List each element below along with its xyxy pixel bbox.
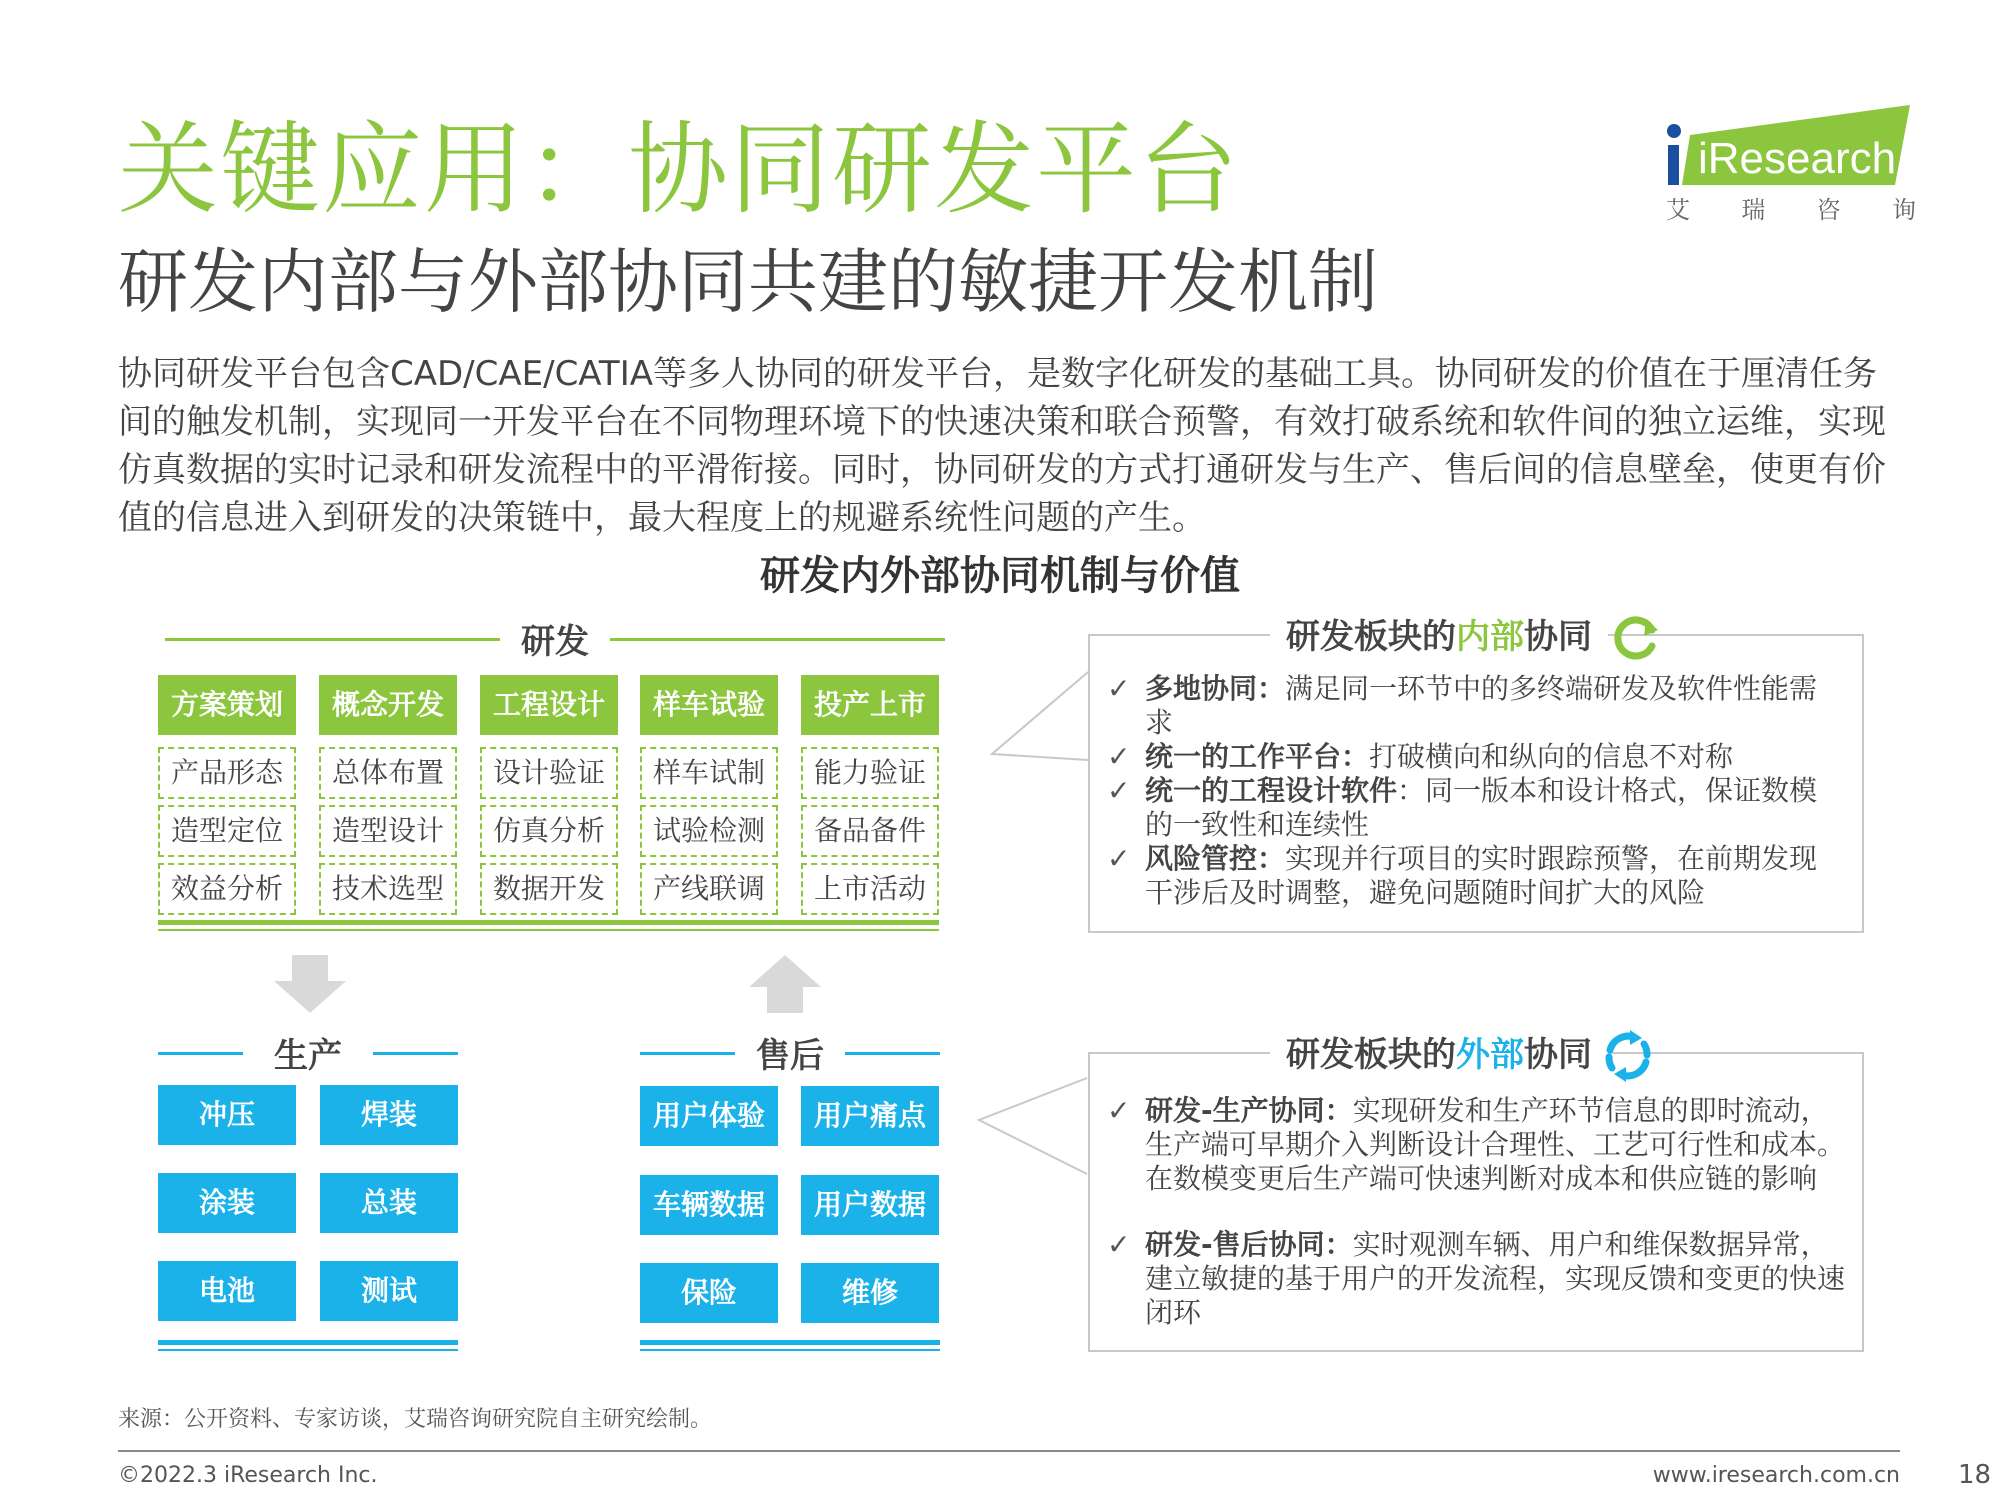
page-subtitle: 研发内部与外部协同共建的敏捷开发机制	[118, 241, 1378, 323]
production-item: 冲压	[158, 1085, 296, 1145]
internal-bullet	[1107, 672, 1825, 740]
production-item: 电池	[158, 1261, 296, 1321]
refresh-icon	[1612, 614, 1660, 662]
rd-section-label: 研发	[521, 622, 589, 662]
arrow-down-icon	[270, 955, 350, 1015]
stage-header: 样车试验	[640, 675, 778, 735]
stage-header: 概念开发	[319, 675, 457, 735]
internal-callout-pointer	[990, 670, 1100, 770]
internal-bullet	[1107, 842, 1825, 910]
rd-bottom-bar	[158, 920, 939, 925]
logo-chinese-name	[1666, 190, 1916, 225]
stage-item: 产品形态	[158, 747, 296, 799]
aftersales-bottom-bar	[640, 1340, 940, 1345]
bullet-text: ：同一版本和设计格式，保证数模的一致性和连续性	[1145, 774, 1818, 841]
stage-item: 试验检测	[640, 805, 778, 857]
logo-cn-char: 咨	[1816, 196, 1841, 224]
bullet-heading: 统一的工程设计软件	[1145, 774, 1398, 807]
aftersales-item: 车辆数据	[640, 1175, 778, 1235]
title-suffix: 协同	[1524, 617, 1592, 657]
bullet-heading: 统一的工作平台：	[1145, 740, 1370, 773]
external-callout-pointer	[975, 1070, 1100, 1180]
title-prefix: 研发板块的	[1286, 617, 1456, 657]
stage-item: 设计验证	[480, 747, 618, 799]
internal-bullet	[1107, 774, 1825, 842]
internal-bullet	[1107, 740, 1825, 774]
stage-item: 样车试制	[640, 747, 778, 799]
bullet-text: 实时观测车辆、用户和维保数据异常，建立敏捷的基于用户的开发流程，实现反馈和变更的快速闭环	[1145, 1228, 1846, 1329]
aftersales-item: 用户痛点	[801, 1086, 939, 1146]
logo-dot	[1667, 124, 1681, 138]
logo-cn-char: 艾	[1666, 196, 1690, 224]
stage-column	[640, 675, 778, 905]
stage-header: 工程设计	[480, 675, 618, 735]
logo-cn-char: 瑞	[1741, 196, 1766, 224]
bullet-heading: 研发-生产协同：	[1145, 1094, 1353, 1127]
production-section-label: 生产	[274, 1036, 342, 1076]
rd-line-right	[610, 638, 945, 641]
production-bottom-thin-bar	[158, 1349, 458, 1351]
aftersales-item: 保险	[640, 1263, 778, 1323]
checkmark-icon: ✓	[1107, 842, 1131, 875]
logo-i-stem	[1668, 145, 1679, 185]
bullet-heading: 研发-售后协同：	[1145, 1228, 1353, 1261]
diagram-title: 研发内外部协同机制与价值	[760, 553, 1240, 599]
aftersales-line-left	[640, 1052, 735, 1055]
production-bottom-bar	[158, 1340, 458, 1345]
stage-item: 产线联调	[640, 863, 778, 915]
production-line-right	[373, 1052, 458, 1055]
rd-bottom-thin-bar	[158, 929, 939, 931]
aftersales-item: 维修	[801, 1263, 939, 1323]
external-bullet	[1107, 1094, 1846, 1196]
production-item: 总装	[320, 1173, 458, 1233]
stage-column	[801, 675, 939, 905]
logo-cn-char: 询	[1891, 196, 1916, 224]
aftersales-section-label: 售后	[756, 1036, 824, 1076]
arrow-up-icon	[745, 955, 825, 1015]
footer-divider	[118, 1450, 1900, 1452]
website-link[interactable]: www.iresearch.com.cn	[1652, 1463, 1900, 1488]
bullet-text: 实现研发和生产环节信息的即时流动，生产端可早期介入判断设计合理性、工艺可行性和成本。在数模变更后生产端可快速判断对成本和供应链的影响	[1145, 1094, 1846, 1195]
stage-item: 效益分析	[158, 863, 296, 915]
title-highlight: 内部	[1456, 617, 1524, 657]
stage-item: 总体布置	[319, 747, 457, 799]
aftersales-bottom-thin-bar	[640, 1349, 940, 1351]
checkmark-icon: ✓	[1107, 1228, 1131, 1261]
aftersales-item: 用户体验	[640, 1086, 778, 1146]
checkmark-icon: ✓	[1107, 740, 1131, 773]
checkmark-icon: ✓	[1107, 774, 1131, 807]
stage-item: 数据开发	[480, 863, 618, 915]
copyright: ©2022.3 iResearch Inc.	[118, 1463, 378, 1488]
aftersales-line-right	[845, 1052, 940, 1055]
bullet-text: 打破横向和纵向的信息不对称	[1369, 740, 1734, 773]
checkmark-icon: ✓	[1107, 672, 1131, 705]
page-title: 关键应用：协同研发平台	[118, 111, 1240, 228]
stage-item: 造型设计	[319, 805, 457, 857]
stage-item: 仿真分析	[480, 805, 618, 857]
stage-item: 造型定位	[158, 805, 296, 857]
stage-column	[480, 675, 618, 905]
bullet-heading: 风险管控：	[1145, 842, 1286, 875]
bullet-text: 实现并行项目的实时跟踪预警，在前期发现干涉后及时调整，避免问题随时间扩大的风险	[1145, 842, 1818, 909]
page-number: 18	[1958, 1460, 1992, 1490]
logo-brand-text: iResearch	[1698, 134, 1897, 183]
sync-cycle-icon	[1600, 1028, 1656, 1084]
title-suffix: 协同	[1524, 1035, 1592, 1075]
aftersales-item: 用户数据	[801, 1175, 939, 1235]
source-note: 来源：公开资料、专家访谈，艾瑞咨询研究院自主研究绘制。	[118, 1407, 713, 1432]
title-prefix: 研发板块的	[1286, 1035, 1456, 1075]
stage-header: 方案策划	[158, 675, 296, 735]
external-bullet	[1107, 1228, 1846, 1330]
stage-item: 上市活动	[801, 863, 939, 915]
production-item: 涂装	[158, 1173, 296, 1233]
stage-header: 投产上市	[801, 675, 939, 735]
rd-line-left	[165, 638, 500, 641]
checkmark-icon: ✓	[1107, 1094, 1131, 1127]
production-line-left	[158, 1052, 243, 1055]
stage-item: 技术选型	[319, 863, 457, 915]
production-item: 焊装	[320, 1085, 458, 1145]
stage-item: 备品备件	[801, 805, 939, 857]
production-item: 测试	[320, 1261, 458, 1321]
stage-item: 能力验证	[801, 747, 939, 799]
stage-column	[319, 675, 457, 905]
external-panel-title	[1270, 1033, 1608, 1077]
bullet-heading: 多地协同：	[1145, 672, 1286, 705]
internal-panel-title	[1270, 615, 1608, 659]
intro-paragraph: 协同研发平台包含CAD/CAE/CATIA等多人协同的研发平台，是数字化研发的基础工具。协同研发的价值在于厘清任务间的触发机制，实现同一开发平台在不同物理环境下的快速决策和联合预警，有效打破系统和软件间的独立运维，实现仿真数据的实时记录和研发流程中的平滑衔接。同时，协同研发的方式打通研发与生产、售后间的信息壁垒，使更有价值的信息进入到研发的决策链中，最大程度上的规避系统性问题的产生。	[118, 354, 1886, 538]
stage-column	[158, 675, 296, 905]
bullet-text: 满足同一环节中的多终端研发及软件性能需求	[1145, 672, 1818, 739]
title-highlight: 外部	[1456, 1035, 1524, 1075]
